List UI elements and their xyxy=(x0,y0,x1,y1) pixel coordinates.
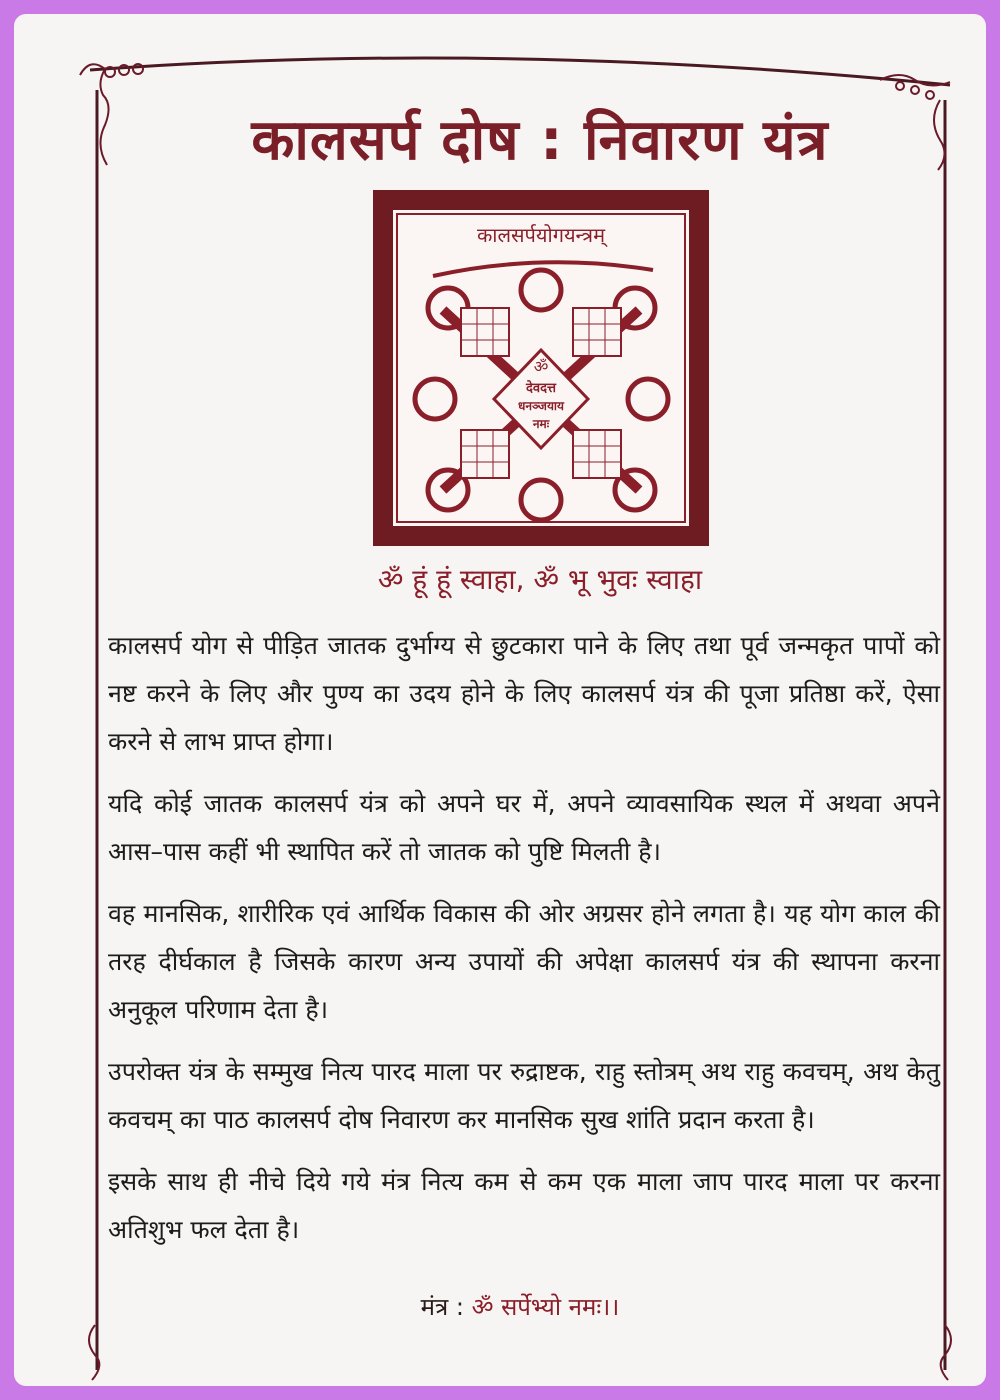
mantra-top: ॐ हूं हूं स्वाहा, ॐ भू भुवः स्वाहा xyxy=(377,563,703,596)
paragraph-5: इसके साथ ही नीचे दिये गये मंत्र नित्य कम से कम एक माला जाप पारद माला पर करना अतिशुभ फल देता है। xyxy=(108,1167,940,1244)
yantra-center-line2: धनञ्जयाय xyxy=(518,399,564,413)
paragraph-1: कालसर्प योग से पीड़ित जातक दुर्भाग्य से छुटकारा पाने के लिए तथा पूर्व जन्मकृत पापों को नष्ट करने के लिए और पुण्य का उदय होने के लिए कालसर्प यंत्र की पूजा प्रतिष्ठा करें, ऐसा करने से लाभ प्राप्त होगा। xyxy=(108,631,940,756)
paragraph-3: वह मानसिक, शारीरिक एवं आर्थिक विकास की ओर अग्रसर होने लगता है। यह योग काल की तरह दीर्घकाल है जिसके कारण अन्य उपायों की अपेक्षा कालसर्प यंत्र की स्थापना करना अनुकूल परिणाम देता है। xyxy=(108,899,940,1024)
mantra-bottom-label: मंत्र : xyxy=(420,1293,464,1321)
yantra-header: कालसर्पयोगयन्त्रम् xyxy=(476,223,606,247)
yantra-center-line1: देवदत्त xyxy=(525,381,557,396)
body-text xyxy=(108,622,940,1268)
yantra-center-om: ॐ xyxy=(533,357,549,376)
yantra-center-line3: नमः xyxy=(532,417,550,431)
paragraph-4: उपरोक्त यंत्र के सम्मुख नित्य पारद माला पर रुद्राष्टक, राहु स्तोत्रम् अथ राहु कवचम्, अथ केतु कवचम् का पाठ कालसर्प दोष निवारण कर मानसिक सुख शांति प्रदान करता है। xyxy=(108,1057,940,1134)
page-title: कालसर्प दोष : निवारण यंत्र xyxy=(251,108,829,173)
paragraph-2: यदि कोई जातक कालसर्प यंत्र को अपने घर में, अपने व्यावसायिक स्थल में अथवा अपने आस–पास कहीं भी स्थापित करें तो जातक को पुष्टि मिलती है। xyxy=(108,789,940,866)
kaalsarp-yantra-image xyxy=(373,190,709,546)
mantra-bottom-text: ॐ सर्पेभ्यो नमः।। xyxy=(471,1293,620,1321)
mantra-bottom xyxy=(300,1290,740,1323)
